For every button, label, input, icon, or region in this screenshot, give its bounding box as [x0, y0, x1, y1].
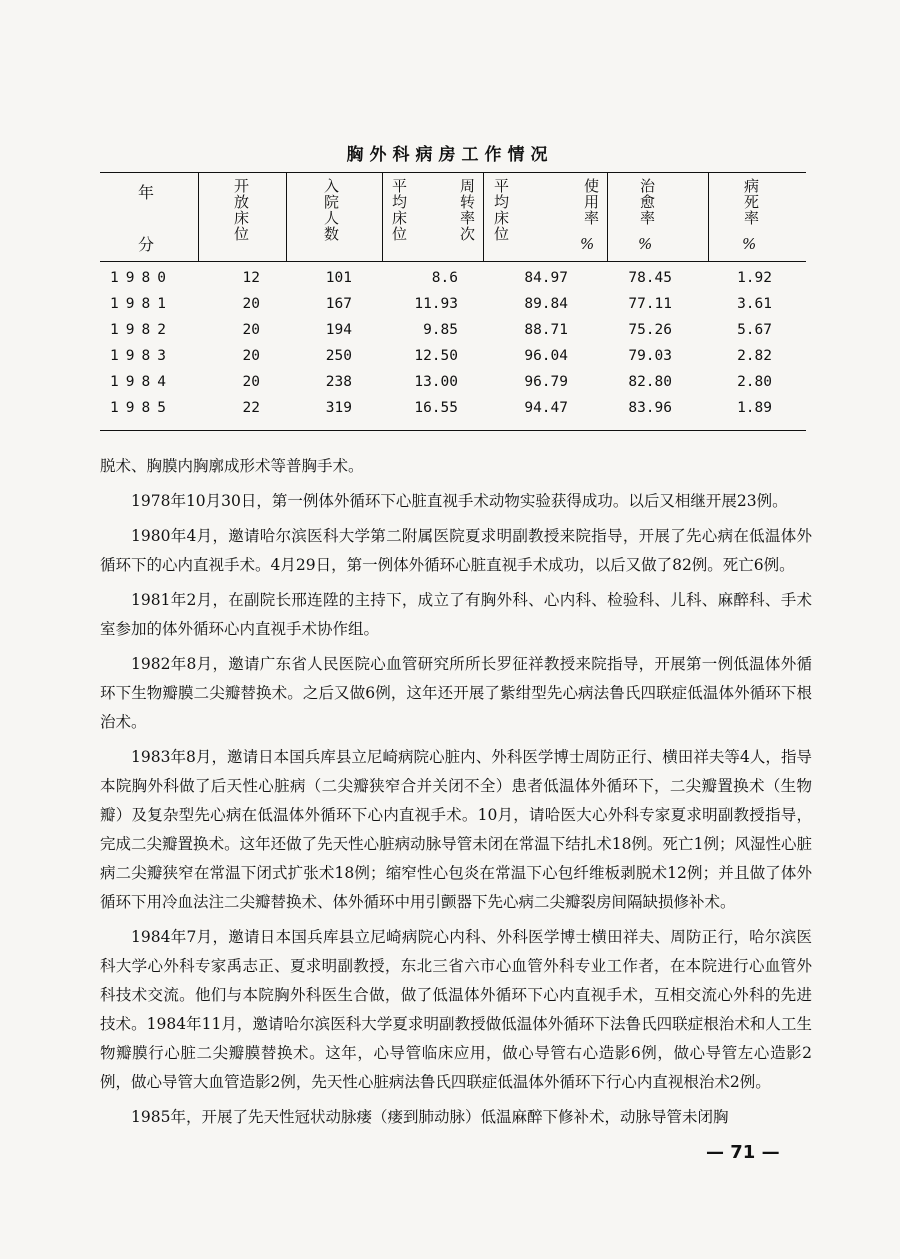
cell-admissions: 101 — [325, 270, 352, 286]
cell-beds: 20 — [242, 348, 260, 364]
cell-death: 2.80 — [737, 374, 772, 390]
paragraph: 脱术、胸膜内胸廓成形术等普胸手术。 — [100, 457, 364, 475]
table-row — [100, 322, 806, 348]
cell-usage: 89.84 — [524, 296, 568, 312]
column-divider — [198, 172, 199, 261]
header-death-rate: 病死率 — [742, 178, 760, 226]
cell-usage: 96.79 — [524, 374, 568, 390]
paragraph: 1982年8月，邀请广东省人民医院心血管研究所所长罗征祥教授来院指导，开展第一例低温体外循环下生物瓣膜二尖瓣替换术。之后又做6例，这年还开展了紫绀型先心病法鲁氏四联症低温体外循环下根治术。 — [100, 655, 812, 731]
column-divider — [382, 172, 383, 261]
table-top-rule — [100, 172, 806, 173]
cell-cure: 77.11 — [628, 296, 672, 312]
cell-cure: 75.26 — [628, 322, 672, 338]
cell-usage: 96.04 — [524, 348, 568, 364]
paragraph: 1984年7月，邀请日本国兵库县立尼崎病院心内科、外科医学博士横田祥夫、周防正行，哈尔滨医科大学心外科专家禹志正、夏求明副教授，东北三省六市心血管外科专业工作者，在本院进行心血管外科技术交流。他们与本院胸外科医生合做，做了低温体外循环下心内直视手术，互相交流心外科的先进技术。1984年11月，邀请哈尔滨医科大学夏求明副教授做低温体外循环下法鲁氏四联症根治术和人工生物瓣膜行心脏二尖瓣膜替换术。这年，心导管临床应用，做心导管右心造影6例，做心导管左心造影2例，做心导管大血管造影2例，先天性心脏病法鲁氏四联症低温体外循环下行心内直视根治术2例。 — [100, 928, 812, 1091]
paragraph: 1985年，开展了先天性冠状动脉瘘（瘘到肺动脉）低温麻醉下修补术，动脉导管未闭胸 — [131, 1108, 729, 1126]
cell-cure: 79.03 — [628, 348, 672, 364]
cell-turnover: 12.50 — [414, 348, 458, 364]
paragraph: 1983年8月，邀请日本国兵库县立尼崎病院心脏内、外科医学博士周防正行、横田祥夫等4人，指导本院胸外科做了后天性心脏病（二尖瓣狭窄合并关闭不全）患者低温体外循环下，二尖瓣置换术（生物瓣）及复杂型先心病在低温体外循环下心内直视手术。10月，请哈医大心外科专家夏求明副教授指导，完成二尖瓣置换术。这年还做了先天性心脏病动脉导管未闭在常温下结扎术18例。死亡1例；风湿性心脏病二尖瓣狭窄在常温下闭式扩张术18例；缩窄性心包炎在常温下心包纤维板剥脱术12例；并且做了体外循环下用冷血法注二尖瓣替换术、体外循环中用引颤器下先心病二尖瓣裂房间隔缺损修补术。 — [100, 748, 812, 911]
paragraph: 1980年4月，邀请哈尔滨医科大学第二附属医院夏求明副教授来院指导，开展了先心病在低温体外循环下的心内直视手术。4月29日，第一例体外循环心脏直视手术成功，以后又做了82例。死亡6例。 — [100, 527, 812, 574]
header-turnover: 周转率次 — [458, 178, 476, 242]
cell-usage: 88.71 — [524, 322, 568, 338]
table-row — [100, 374, 806, 400]
table-row — [100, 296, 806, 322]
header-cure-rate: 治愈率 — [638, 178, 656, 226]
cell-admissions: 167 — [325, 296, 352, 312]
cell-turnover: 13.00 — [414, 374, 458, 390]
cell-admissions: 250 — [325, 348, 352, 364]
header-death-unit: % — [742, 235, 757, 253]
cell-beds: 20 — [242, 322, 260, 338]
cell-cure: 83.96 — [628, 400, 672, 416]
header-admissions: 入院人数 — [322, 178, 340, 242]
table-row — [100, 348, 806, 374]
table-row — [100, 270, 806, 296]
cell-beds: 20 — [242, 374, 260, 390]
cell-year: 1981 — [110, 296, 173, 312]
header-usage-unit: % — [580, 235, 595, 253]
column-divider — [607, 172, 608, 261]
header-avg-bed: 平均床位 — [390, 178, 408, 242]
cell-year: 1982 — [110, 322, 173, 338]
body-text — [100, 452, 812, 1138]
cell-admissions: 194 — [325, 322, 352, 338]
header-open-beds: 开放床位 — [232, 178, 250, 242]
header-year-bottom: 分 — [138, 235, 155, 254]
cell-beds: 22 — [242, 400, 260, 416]
cell-year: 1984 — [110, 374, 173, 390]
cell-admissions: 319 — [325, 400, 352, 416]
table-title: 胸外科病房工作情况 — [346, 145, 554, 165]
cell-year: 1985 — [110, 400, 173, 416]
cell-year: 1980 — [110, 270, 173, 286]
column-divider — [483, 172, 484, 261]
paragraph: 1978年10月30日，第一例体外循环下心脏直视手术动物实验获得成功。以后又相继开展23例。 — [131, 492, 788, 510]
cell-death: 2.82 — [737, 348, 772, 364]
cell-turnover: 8.6 — [431, 270, 458, 286]
cell-usage: 94.47 — [524, 400, 568, 416]
cell-beds: 12 — [242, 270, 260, 286]
header-cure-unit: % — [638, 235, 653, 253]
table-row — [100, 400, 806, 426]
cell-death: 5.67 — [737, 322, 772, 338]
cell-cure: 82.80 — [628, 374, 672, 390]
cell-turnover: 16.55 — [414, 400, 458, 416]
table-bottom-rule — [100, 430, 806, 431]
cell-turnover: 9.85 — [423, 322, 458, 338]
cell-cure: 78.45 — [628, 270, 672, 286]
cell-turnover: 11.93 — [414, 296, 458, 312]
cell-admissions: 238 — [325, 374, 352, 390]
cell-death: 1.92 — [737, 270, 772, 286]
column-divider — [286, 172, 287, 261]
cell-usage: 84.97 — [524, 270, 568, 286]
column-divider — [708, 172, 709, 261]
table-header-rule — [100, 261, 806, 262]
header-usage-avg-bed: 平均床位 — [492, 178, 510, 242]
cell-year: 1983 — [110, 348, 173, 364]
header-year-top: 年 — [138, 183, 155, 202]
page-number: — 71 — — [706, 1142, 780, 1163]
cell-death: 1.89 — [737, 400, 772, 416]
cell-beds: 20 — [242, 296, 260, 312]
cell-death: 3.61 — [737, 296, 772, 312]
paragraph: 1981年2月，在副院长邢连陞的主持下，成立了有胸外科、心内科、检验科、儿科、麻醉科、手术室参加的体外循环心内直视手术协作组。 — [100, 591, 812, 638]
header-usage-rate: 使用率 — [582, 178, 600, 226]
